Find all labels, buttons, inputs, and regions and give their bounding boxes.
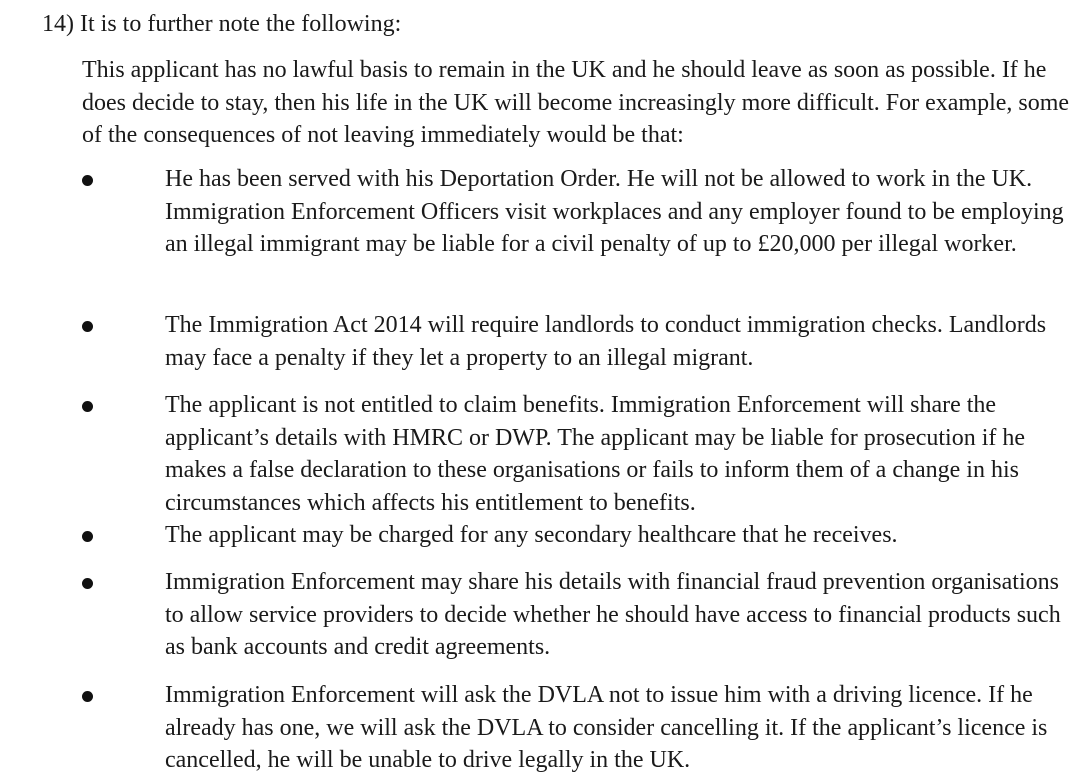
list-item-text: The applicant may be charged for any secondary healthcare that he receives. <box>165 522 898 548</box>
bullet-icon <box>82 531 93 542</box>
section-heading: 14) It is to further note the following: <box>42 11 402 37</box>
bullet-icon <box>82 175 93 186</box>
intro-paragraph: This applicant has no lawful basis to remain in the UK and he should leave as soon as possible. If he does decide to stay, then his life in the UK will become increasingly more difficult. For example, some of the consequences of not leaving immediately would be that: <box>82 57 1070 148</box>
bullet-icon <box>82 691 93 702</box>
list-item-text: He has been served with his Deportation Order. He will not be allowed to work in the UK. Immigration Enforcement Officers visit workplaces and any employer found to be employing an illegal immigrant may be liable for a civil penalty of up to £20,000 per illegal worker. <box>165 166 1064 257</box>
list-item-text: Immigration Enforcement may share his details with financial fraud prevention organisations to allow service providers to decide whether he should have access to financial products such as bank accounts and credit agreements. <box>165 569 1061 660</box>
list-item-text: The applicant is not entitled to claim benefits. Immigration Enforcement will share the applicant’s details with HMRC or DWP. The applicant may be liable for prosecution if he makes a false declaration to these organisations or fails to inform them of a change in his circumstances which affects his entitlement to benefits. <box>165 392 1026 516</box>
list-item-text: The Immigration Act 2014 will require landlords to conduct immigration checks. Landlords may face a penalty if they let a property to an illegal migrant. <box>165 312 1047 371</box>
bullet-icon <box>82 578 93 589</box>
bullet-icon <box>82 321 93 332</box>
bullet-icon <box>82 401 93 412</box>
list-item-text: Immigration Enforcement will ask the DVLA not to issue him with a driving licence. If he already has one, we will ask the DVLA to consider cancelling it. If the applicant’s licence is cancelled, he will be unable to drive legally in the UK. <box>165 682 1048 773</box>
